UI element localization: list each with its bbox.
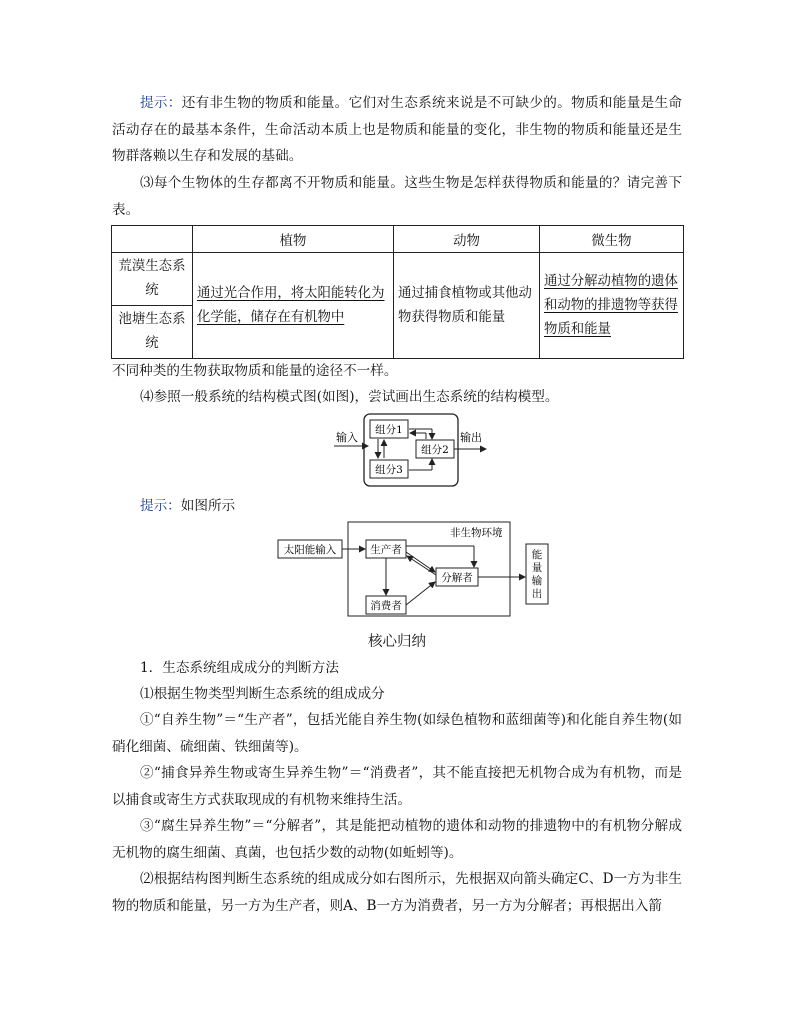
row-label-desert: 荒漠生态系统: [112, 253, 193, 306]
energy-output-char: 能: [531, 549, 543, 561]
hint-label: 提示：: [140, 95, 182, 111]
hint-label: 提示：: [140, 498, 181, 514]
table-header-row: [112, 226, 684, 253]
row-label-pond: 池塘生态系统: [112, 306, 193, 359]
energy-output-char: 出: [531, 588, 543, 600]
hint-text: 如图所示: [180, 498, 236, 514]
paragraph-structure-judgement: ⑵根据结构图判断生态系统的组成成分如右图所示，先根据双向箭头确定C、D一方为非生物的物质和能量，另一方为生产者，则A、B一方为消费者，另一方为分解者；再根据出入箭: [112, 871, 682, 914]
question-4: ⑷参照一般系统的结构模式图(如图)，尝试画出生态系统的结构模型。: [140, 389, 559, 405]
decomposer-label: 分解者: [441, 572, 473, 584]
component-2-label: 组分2: [421, 444, 449, 456]
ecosystem-structure-diagram: [274, 520, 554, 620]
output-label: 输出: [460, 431, 482, 444]
table-header-animal: 动物: [394, 226, 540, 253]
organism-energy-table: [111, 225, 684, 359]
energy-output-char: 输: [531, 575, 543, 587]
general-system-diagram: [330, 412, 490, 490]
microbe-answer-cell: [540, 253, 684, 359]
animal-answer: 通过捕食植物或其他动物获得物质和能量: [398, 285, 532, 325]
hint-text: 还有非生物的物质和能量。它们对生态系统来说是不可缺少的。物质和能量是生命活动存在的最基本条件，生命活动本质上也是物质和能量的变化，非生物的物质和能量还是生物群落赖以生存和发展的基础。: [112, 95, 682, 164]
animal-answer-cell: [394, 253, 540, 359]
plant-answer-cell: [193, 253, 394, 359]
table-header-microbe: 微生物: [540, 226, 684, 253]
after-table-sentence: 不同种类的生物获取物质和能量的途径不一样。: [112, 363, 398, 379]
component-3-label: 组分3: [375, 464, 403, 476]
paragraph-consumer: ②“捕食异养生物或寄生异养生物”＝“消费者”，其不能直接把无机物合成为有机物，而是以捕食或寄生方式获取现成的有机物来维持生活。: [112, 765, 682, 808]
hint-paragraph-1: [112, 90, 682, 170]
microbe-answer: 通过分解动植物的遗体和动物的排遗物等获得物质和能量: [544, 273, 678, 337]
section-heading-1: 1．生态系统组成成分的判断方法: [140, 660, 339, 676]
component-1-label: 组分1: [375, 424, 403, 436]
table-row: [112, 253, 684, 306]
solar-input-label: 太阳能输入: [283, 544, 337, 556]
table-header-empty: [112, 226, 193, 253]
subsection-heading-1: ⑴根据生物类型判断生态系统的组成成分: [140, 686, 385, 702]
table-header-plant: 植物: [193, 226, 394, 253]
paragraph-decomposer: ③“腐生异养生物”＝“分解者”，其是能把动植物的遗体和动物的排遗物中的有机物分解成无机物的腐生细菌、真菌，也包括少数的动物(如蚯蚓等)。: [112, 818, 682, 861]
question-3: ⑶每个生物体的生存都离不开物质和能量。这些生物是怎样获得物质和能量的？请完善下表。: [112, 175, 682, 218]
input-label: 输入: [336, 431, 358, 444]
producer-label: 生产者: [370, 544, 402, 556]
abiotic-environment-label: 非生物环境: [450, 527, 503, 539]
plant-answer: 通过光合作用，将太阳能转化为化学能，储存在有机物中: [197, 285, 385, 325]
section-title: 核心归纳: [368, 634, 426, 650]
paragraph-autotroph: ①“自养生物”＝“生产者”，包括光能自养生物(如绿色植物和蓝细菌等)和化能自养生物(如硝化细菌、硫细菌、铁细菌等)。: [112, 712, 682, 755]
hint-paragraph-2: [112, 493, 682, 520]
consumer-label: 消费者: [370, 600, 402, 612]
energy-output-char: 量: [531, 562, 543, 574]
